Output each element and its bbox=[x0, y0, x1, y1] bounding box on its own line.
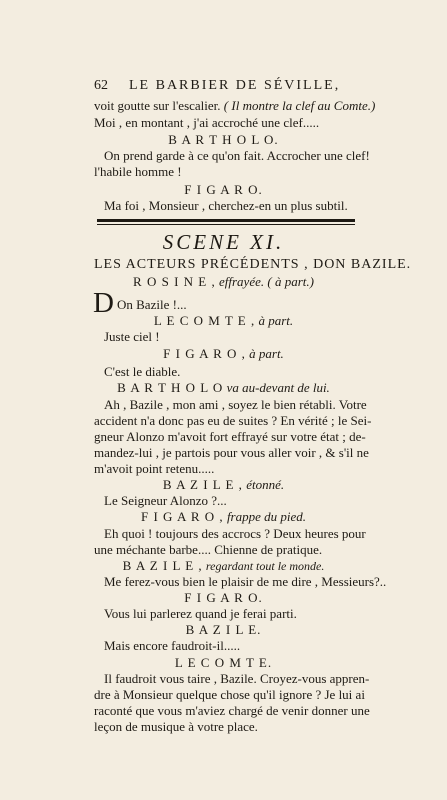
speaker-name: F I G A R O. bbox=[184, 182, 263, 197]
text-line: m'avoit point retenu..... bbox=[94, 461, 215, 476]
text-line: Il faudroit vous taire , Bazile. Croyez-vous appren- bbox=[104, 671, 370, 686]
text-run: voit goutte sur l'escalier. bbox=[94, 98, 221, 113]
text-line: dre à Monsieur quelque chose qu'il ignore ? Je lui ai bbox=[94, 687, 365, 702]
text-line: Ma foi , Monsieur , cherchez-en un plus subtil. bbox=[104, 198, 348, 213]
stage-direction: ( Il montre la clef au Comte.) bbox=[223, 98, 376, 113]
speaker-name: L E C O M T E. bbox=[174, 655, 273, 670]
text-line: une méchante barbe.... Chienne de pratique. bbox=[94, 542, 323, 557]
speaker-heading bbox=[0, 558, 447, 574]
text-line: Vous lui parlerez quand je ferai parti. bbox=[104, 606, 297, 621]
text-line: Le Seigneur Alonzo ?... bbox=[104, 493, 227, 508]
text-line: C'est le diable. bbox=[104, 364, 181, 379]
text-line: leçon de musique à votre place. bbox=[94, 719, 258, 734]
speaker-name: F I G A R O , bbox=[140, 509, 224, 524]
text-line: Mais encore faudroit-il..... bbox=[104, 638, 241, 653]
drop-cap: D bbox=[93, 287, 114, 319]
speaker-name: L E C O M T E , bbox=[153, 313, 256, 328]
stage-direction: regardant tout le monde. bbox=[205, 559, 325, 573]
scene-persons: LES ACTEURS PRÉCÉDENTS , DON BAZILE. bbox=[94, 257, 412, 272]
stage-direction: effrayée. ( à part.) bbox=[219, 274, 314, 289]
section-rule bbox=[97, 219, 355, 222]
stage-direction: va au-devant de lui. bbox=[226, 380, 330, 395]
text-line: raconté que vous m'aviez chargé de venir donner une bbox=[94, 703, 370, 718]
text-line: Juste ciel ! bbox=[104, 329, 160, 344]
text-line: Ah , Bazile , mon ami , soyez le bien rétabli. Votre bbox=[104, 397, 367, 412]
text-line: l'habile homme ! bbox=[94, 164, 182, 179]
speaker-heading bbox=[0, 274, 447, 289]
speaker-heading bbox=[0, 313, 447, 328]
speaker-name: B A R T H O L O bbox=[117, 380, 224, 395]
text-line: On Bazile !... bbox=[117, 297, 187, 312]
speaker-heading bbox=[0, 477, 447, 492]
speaker-heading bbox=[0, 346, 447, 361]
section-rule-thin bbox=[97, 224, 355, 225]
stage-direction: étonné. bbox=[246, 477, 285, 492]
stage-direction: à part. bbox=[258, 313, 294, 328]
speaker-heading bbox=[0, 380, 447, 395]
text-line: On prend garde à ce qu'on fait. Accrocher une clef! bbox=[104, 148, 370, 163]
running-title: LE BARBIER DE SÉVILLE, bbox=[129, 78, 341, 93]
speaker-name: B A Z I L E , bbox=[162, 477, 243, 492]
speaker-name: F I G A R O. bbox=[184, 590, 263, 605]
text-line: mandez-lui , je partois pour vous aller voir , & s'il ne bbox=[94, 445, 369, 460]
speaker-name: B A Z I L E , bbox=[122, 558, 203, 573]
speaker-name: B A R T H O L O. bbox=[168, 132, 279, 147]
speaker-heading bbox=[0, 509, 447, 524]
speaker-name: F I G A R O , bbox=[163, 346, 246, 361]
scene-title: SCENE XI. bbox=[162, 230, 285, 254]
stage-direction: à part. bbox=[249, 346, 284, 361]
text-line: Moi , en montant , j'ai accroché une clef..... bbox=[94, 115, 320, 130]
text-line: gneur Alonzo m'avoit fort effrayé sur votre état ; de- bbox=[94, 429, 366, 444]
text-line: Eh quoi ! toujours des accrocs ? Deux heures pour bbox=[104, 526, 366, 541]
text-line: accident n'a donc pas eu de suites ? En vérité ; le Sei- bbox=[94, 413, 372, 428]
speaker-name: B A Z I L E. bbox=[185, 622, 262, 637]
speaker-name: R O S I N E , bbox=[133, 274, 216, 289]
text-line: Me ferez-vous bien le plaisir de me dire , Messieurs?.. bbox=[104, 574, 387, 589]
stage-direction: frappe du pied. bbox=[226, 509, 307, 524]
page-number: 62 bbox=[94, 78, 108, 93]
text-line bbox=[94, 98, 375, 113]
